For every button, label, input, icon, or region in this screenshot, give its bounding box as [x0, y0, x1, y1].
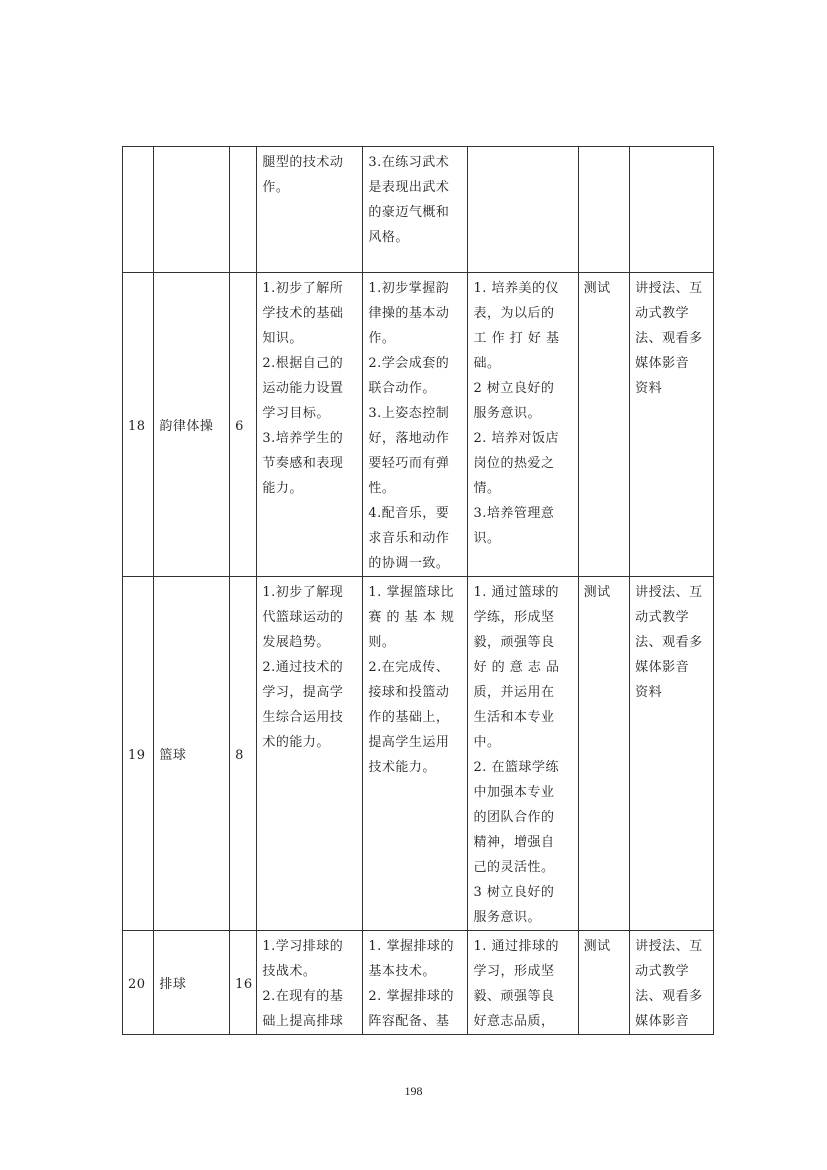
cell-line: 媒体影音: [635, 1014, 690, 1029]
cell-line: 动式教学: [635, 306, 690, 321]
assessment-cell: 测试: [578, 273, 630, 577]
cell-line: 讲授法、互: [635, 585, 703, 600]
assessment-cell: 测试: [578, 931, 630, 1035]
cell-line: 节奏感和表现: [262, 456, 344, 471]
skill-goal-cell: [363, 577, 468, 931]
cell-line: 法、观看多: [635, 331, 703, 346]
table-row: [123, 577, 714, 931]
knowledge-goal-cell: [257, 931, 363, 1035]
course-name-cell: 韵律体操: [154, 273, 230, 577]
cell-line: 3.培养学生的: [262, 431, 344, 446]
cell-line: 1. 培养美的仪: [473, 281, 560, 296]
cell-line: 2.学会成套的: [368, 356, 450, 371]
cell-line: 1. 掌握篮球比: [368, 585, 454, 600]
cell-line: 础。: [473, 356, 501, 371]
quality-goal-cell: [468, 273, 578, 577]
cell-line: 要轻巧而有弹: [368, 456, 450, 471]
table-row: [123, 147, 714, 273]
cell-line: 中。: [473, 735, 501, 750]
teaching-method-cell: [630, 147, 714, 273]
cell-line: 己的灵活性。: [473, 860, 555, 875]
cell-line: 资料: [635, 685, 663, 700]
cell-line: 接球和投篮动: [368, 685, 450, 700]
cell-line: 性。: [368, 481, 396, 496]
cell-line: 1.初步了解现: [262, 585, 344, 600]
cell-line: 精神，增强自: [473, 835, 555, 850]
cell-line: 2.在现有的基: [262, 989, 344, 1004]
row-number-cell: 19: [123, 577, 154, 931]
cell-line: 3 树立良好的: [473, 885, 555, 900]
cell-line: 法、观看多: [635, 635, 703, 650]
cell-line: 1.初步掌握韵: [368, 281, 450, 296]
cell-line: 技战术。: [262, 964, 317, 979]
cell-line: 生活和本专业: [473, 710, 555, 725]
cell-line: 风格。: [368, 230, 409, 245]
cell-line: 4.配音乐，要: [368, 506, 450, 521]
cell-line: 媒体影音: [635, 660, 690, 675]
cell-line: 学技术的基础: [262, 306, 344, 321]
row-number-cell: 18: [123, 273, 154, 577]
cell-line: 腿型的技术动: [262, 155, 344, 170]
cell-line: 础上提高排球: [262, 1014, 344, 1029]
cell-line: 的豪迈气概和: [368, 205, 450, 220]
cell-line: 2. 掌握排球的: [368, 989, 454, 1004]
cell-line: 的协调一致。: [368, 556, 450, 571]
cell-line: 2. 在篮球学练: [473, 760, 560, 775]
hours-cell: [230, 147, 257, 273]
row-number-cell: [123, 147, 154, 273]
cell-line: 2 树立良好的: [473, 381, 555, 396]
cell-line: 代篮球运动的: [262, 610, 344, 625]
cell-line: 3.在练习武术: [368, 155, 450, 170]
cell-line: 表，为以后的: [473, 306, 555, 321]
cell-line: 学习，形成坚: [473, 964, 555, 979]
hours-cell: 16: [230, 931, 257, 1035]
cell-line: 毅，顽强等良: [473, 635, 555, 650]
cell-line: 作的基础上，: [368, 710, 450, 725]
cell-line: 律操的基本动: [368, 306, 450, 321]
cell-line: 1. 通过排球的: [473, 939, 560, 954]
knowledge-goal-cell: [257, 273, 363, 577]
table-body: [123, 147, 714, 1035]
table-row: [123, 931, 714, 1035]
course-name-cell: 排球: [154, 931, 230, 1035]
cell-line: 作。: [368, 331, 396, 346]
cell-line: 技术能力。: [368, 760, 436, 775]
teaching-method-cell: [630, 273, 714, 577]
cell-line: 发展趋势。: [262, 635, 330, 650]
cell-line: 动式教学: [635, 964, 690, 979]
row-number-cell: 20: [123, 931, 154, 1035]
cell-line: 学习目标。: [262, 406, 330, 421]
cell-line: 媒体影音: [635, 356, 690, 371]
cell-line: 生综合运用技: [262, 710, 344, 725]
skill-goal-cell: [363, 931, 468, 1035]
cell-line: 求音乐和动作: [368, 531, 450, 546]
table-row: [123, 273, 714, 577]
cell-line: 好 的 意 志 品: [473, 660, 560, 675]
cell-line: 赛 的 基 本 规: [368, 610, 455, 625]
cell-line: 讲授法、互: [635, 281, 703, 296]
cell-line: 资料: [635, 381, 663, 396]
cell-line: 质，并运用在: [473, 685, 555, 700]
cell-line: 中加强本专业: [473, 785, 555, 800]
cell-line: 是表现出武术: [368, 180, 450, 195]
cell-line: 1.学习排球的: [262, 939, 344, 954]
cell-line: 联合动作。: [368, 381, 436, 396]
cell-line: 学练，形成坚: [473, 610, 555, 625]
cell-line: 1. 通过篮球的: [473, 585, 560, 600]
cell-line: 3.上姿态控制: [368, 406, 450, 421]
cell-line: 基本技术。: [368, 964, 436, 979]
cell-line: 1. 掌握排球的: [368, 939, 454, 954]
cell-line: 提高学生运用: [368, 735, 450, 750]
cell-line: 知识。: [262, 331, 303, 346]
cell-line: 好意志品质，: [473, 1014, 555, 1029]
skill-goal-cell: [363, 147, 468, 273]
cell-line: 则。: [368, 635, 396, 650]
cell-line: 2.通过技术的: [262, 660, 344, 675]
quality-goal-cell: [468, 577, 578, 931]
cell-line: 3.培养管理意: [473, 506, 555, 521]
skill-goal-cell: [363, 273, 468, 577]
assessment-cell: [578, 147, 630, 273]
assessment-cell: 测试: [578, 577, 630, 931]
cell-line: 2. 培养对饭店: [473, 431, 560, 446]
hours-cell: 6: [230, 273, 257, 577]
cell-line: 术的能力。: [262, 735, 330, 750]
teaching-method-cell: [630, 577, 714, 931]
teaching-method-cell: [630, 931, 714, 1035]
cell-line: 动式教学: [635, 610, 690, 625]
quality-goal-cell: [468, 931, 578, 1035]
cell-line: 识。: [473, 531, 501, 546]
cell-line: 工 作 打 好 基: [473, 331, 560, 346]
quality-goal-cell: [468, 147, 578, 273]
cell-line: 情。: [473, 481, 501, 496]
course-name-cell: [154, 147, 230, 273]
cell-line: 讲授法、互: [635, 939, 703, 954]
cell-line: 服务意识。: [473, 910, 541, 925]
hours-cell: 8: [230, 577, 257, 931]
knowledge-goal-cell: [257, 577, 363, 931]
cell-line: 运动能力设置: [262, 381, 344, 396]
cell-line: 作。: [262, 180, 290, 195]
cell-line: 2.根据自己的: [262, 356, 344, 371]
cell-line: 毅、顽强等良: [473, 989, 555, 1004]
cell-line: 阵容配备、基: [368, 1014, 450, 1029]
cell-line: 学习，提高学: [262, 685, 344, 700]
cell-line: 2.在完成传、: [368, 660, 450, 675]
cell-line: 的团队合作的: [473, 810, 555, 825]
cell-line: 1.初步了解所: [262, 281, 344, 296]
cell-line: 好，落地动作: [368, 431, 450, 446]
course-name-cell: 篮球: [154, 577, 230, 931]
cell-line: 岗位的热爱之: [473, 456, 555, 471]
page-number: 198: [404, 1084, 423, 1098]
course-plan-table: [122, 146, 714, 1035]
cell-line: 法、观看多: [635, 989, 703, 1004]
cell-line: 服务意识。: [473, 406, 541, 421]
cell-line: 能力。: [262, 481, 303, 496]
knowledge-goal-cell: [257, 147, 363, 273]
